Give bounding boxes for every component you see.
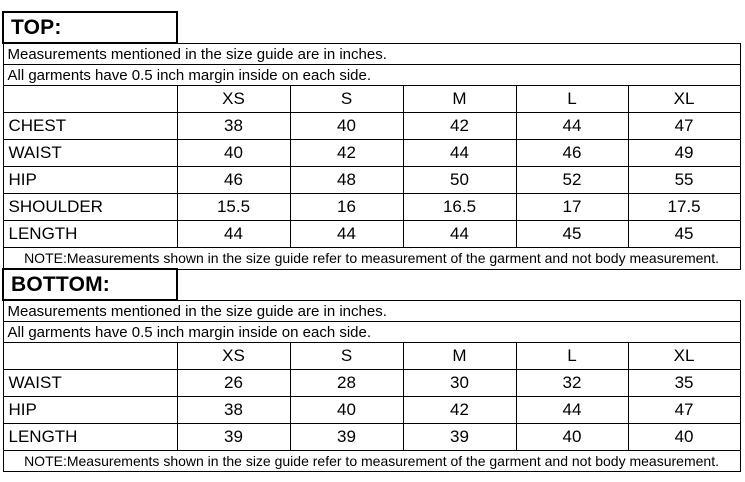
size-value: 39	[177, 424, 290, 451]
size-value: 44	[403, 221, 516, 248]
bottom-info-row-units	[3, 300, 740, 322]
bottom-title-spacer	[177, 269, 740, 300]
size-value: 40	[290, 113, 403, 140]
size-value: 44	[290, 221, 403, 248]
row-label: SHOULDER	[3, 194, 177, 221]
size-value: 44	[403, 140, 516, 167]
size-value: 28	[290, 370, 403, 397]
size-value: 42	[403, 113, 516, 140]
row-label: WAIST	[3, 370, 177, 397]
bottom-row-hip	[3, 397, 740, 424]
size-value: 42	[290, 140, 403, 167]
top-size-header-xl: XL	[628, 86, 740, 113]
bottom-size-header-xs: XS	[177, 343, 290, 370]
bottom-size-header-xl: XL	[628, 343, 740, 370]
bottom-info-margin-text: All garments have 0.5 inch margin inside on each side.	[3, 322, 740, 343]
bottom-section-title: BOTTOM:	[3, 269, 177, 300]
size-value: 15.5	[177, 194, 290, 221]
bottom-title-row	[3, 269, 740, 300]
top-size-header-m: M	[403, 86, 516, 113]
top-row-hip	[3, 167, 740, 194]
row-label: HIP	[3, 397, 177, 424]
size-value: 17	[516, 194, 628, 221]
size-value: 45	[516, 221, 628, 248]
top-info-margin-text: All garments have 0.5 inch margin inside on each side.	[3, 65, 740, 86]
top-row-shoulder	[3, 194, 740, 221]
top-size-header-s: S	[290, 86, 403, 113]
row-label: HIP	[3, 167, 177, 194]
top-row-chest	[3, 113, 740, 140]
size-value: 35	[628, 370, 740, 397]
size-value: 48	[290, 167, 403, 194]
top-note-row	[3, 248, 740, 270]
size-value: 26	[177, 370, 290, 397]
size-value: 55	[628, 167, 740, 194]
top-section-title: TOP:	[3, 12, 177, 43]
size-value: 40	[516, 424, 628, 451]
bottom-size-header-l: L	[516, 343, 628, 370]
size-value: 40	[177, 140, 290, 167]
size-value: 47	[628, 397, 740, 424]
row-label: LENGTH	[3, 221, 177, 248]
size-value: 50	[403, 167, 516, 194]
size-value: 17.5	[628, 194, 740, 221]
size-value: 32	[516, 370, 628, 397]
size-value: 42	[403, 397, 516, 424]
row-label: LENGTH	[3, 424, 177, 451]
size-value: 30	[403, 370, 516, 397]
bottom-section	[3, 269, 740, 472]
bottom-size-header-row	[3, 343, 740, 370]
bottom-note-row	[3, 451, 740, 472]
size-value: 47	[628, 113, 740, 140]
top-section	[3, 12, 740, 269]
size-value: 46	[516, 140, 628, 167]
top-title-spacer	[177, 12, 740, 43]
bottom-row-length	[3, 424, 740, 451]
row-label: WAIST	[3, 140, 177, 167]
bottom-size-header-s: S	[290, 343, 403, 370]
size-value: 45	[628, 221, 740, 248]
top-info-units-text: Measurements mentioned in the size guide are in inches.	[3, 43, 740, 65]
size-value: 16.5	[403, 194, 516, 221]
size-value: 49	[628, 140, 740, 167]
size-value: 44	[177, 221, 290, 248]
top-row-waist	[3, 140, 740, 167]
bottom-note-text: NOTE:Measurements shown in the size guide refer to measurement of the garment and not body measurement.	[3, 451, 740, 472]
bottom-info-row-margin	[3, 322, 740, 343]
size-value: 39	[290, 424, 403, 451]
bottom-row-waist	[3, 370, 740, 397]
top-size-header-l: L	[516, 86, 628, 113]
top-info-row-margin	[3, 65, 740, 86]
row-label: CHEST	[3, 113, 177, 140]
size-guide-table	[2, 11, 741, 472]
size-value: 39	[403, 424, 516, 451]
top-corner-cell	[3, 86, 177, 113]
top-note-text: NOTE:Measurements shown in the size guide refer to measurement of the garment and not body measurement.	[3, 248, 740, 270]
size-value: 46	[177, 167, 290, 194]
size-value: 38	[177, 397, 290, 424]
top-title-row	[3, 12, 740, 43]
bottom-corner-cell	[3, 343, 177, 370]
bottom-size-header-m: M	[403, 343, 516, 370]
size-value: 38	[177, 113, 290, 140]
bottom-info-units-text: Measurements mentioned in the size guide are in inches.	[3, 300, 740, 322]
top-size-header-xs: XS	[177, 86, 290, 113]
size-value: 16	[290, 194, 403, 221]
size-value: 40	[290, 397, 403, 424]
top-size-header-row	[3, 86, 740, 113]
top-row-length	[3, 221, 740, 248]
size-value: 52	[516, 167, 628, 194]
top-info-row-units	[3, 43, 740, 65]
size-value: 40	[628, 424, 740, 451]
size-value: 44	[516, 113, 628, 140]
size-value: 44	[516, 397, 628, 424]
